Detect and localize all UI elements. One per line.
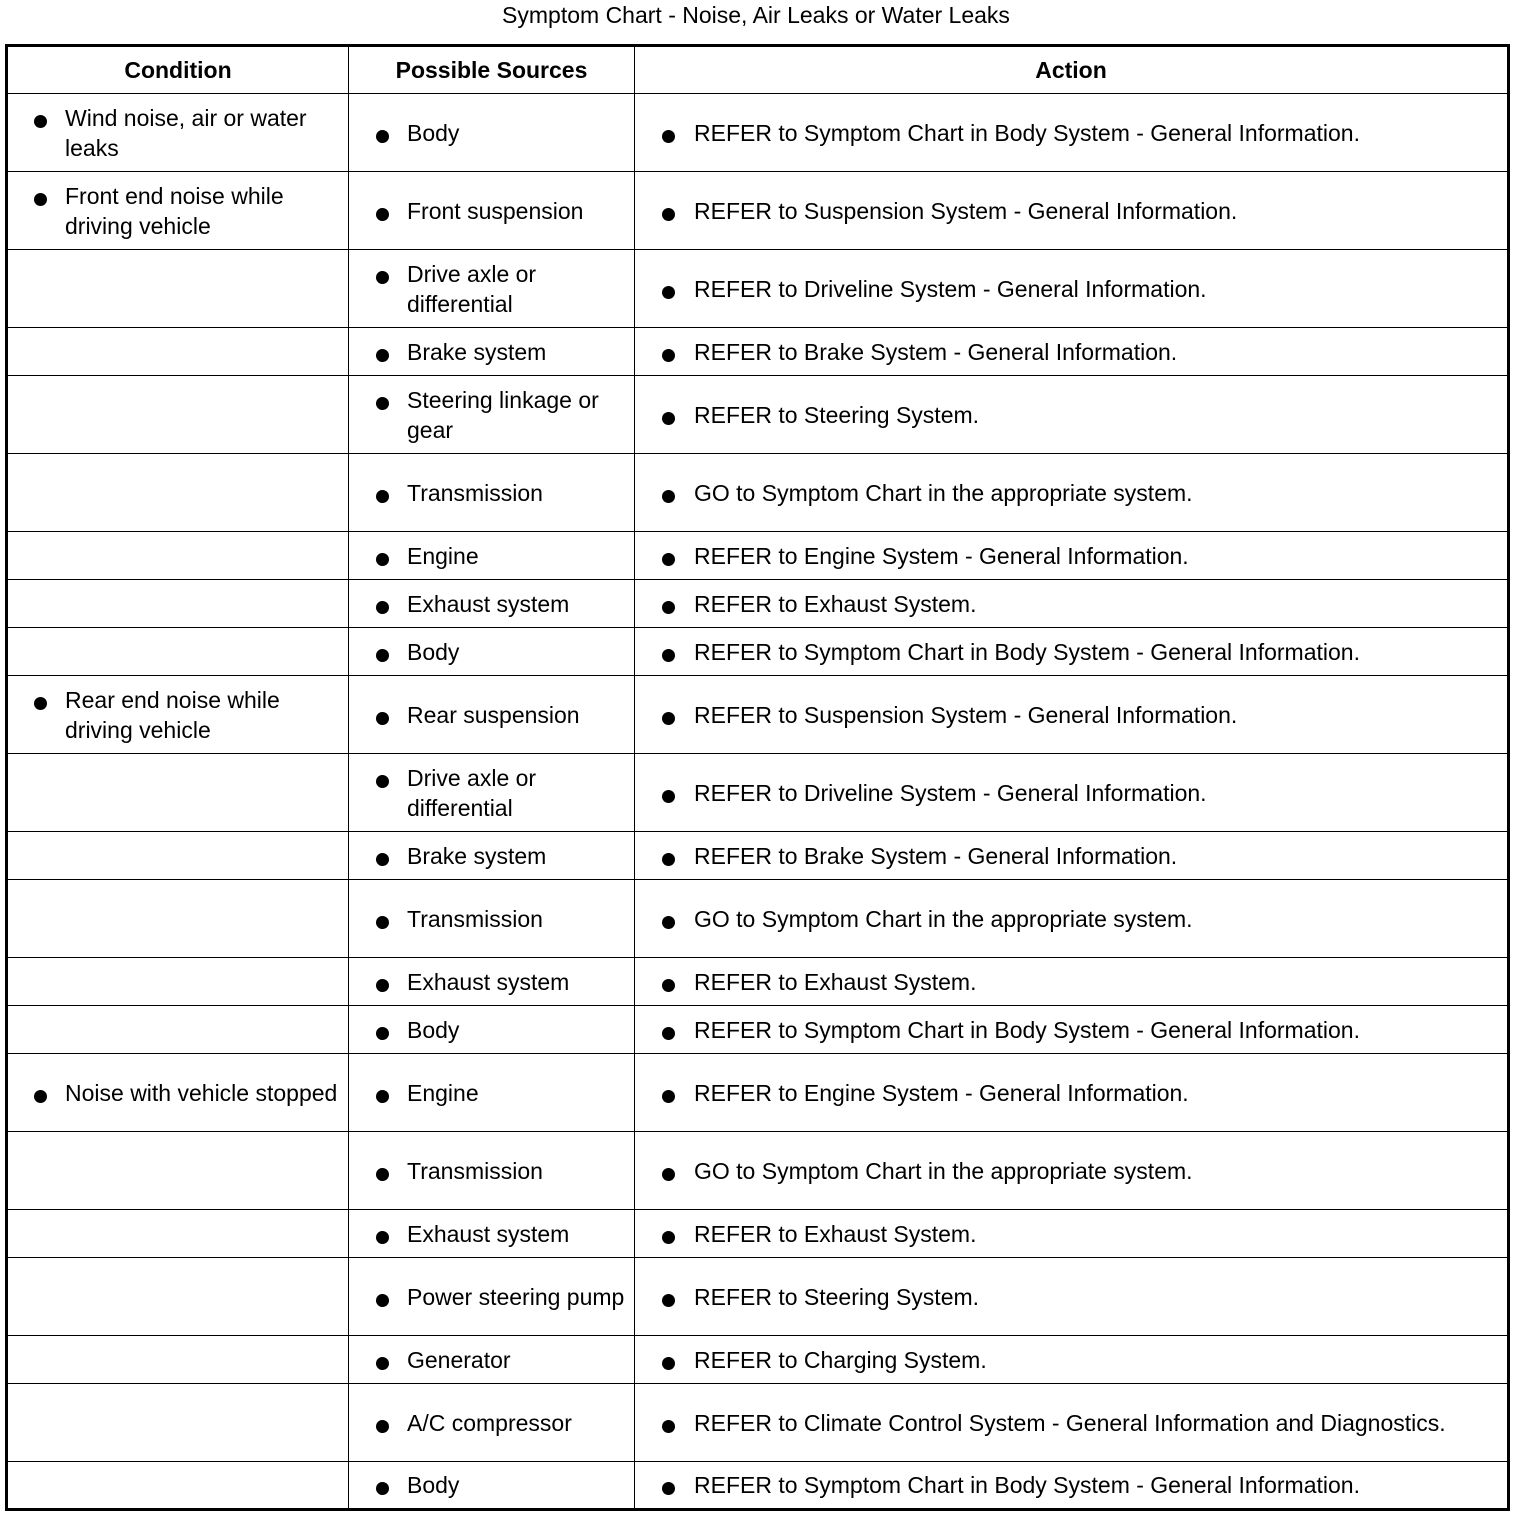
- bullet-icon: [376, 349, 389, 362]
- table-row: [7, 1006, 1509, 1054]
- bullet-icon: [376, 1231, 389, 1244]
- action-cell: [635, 328, 1509, 376]
- bullet-icon: [662, 649, 675, 662]
- action-cell: [635, 94, 1509, 172]
- source-cell: [349, 1054, 635, 1132]
- header-action: Action: [635, 46, 1509, 94]
- source-cell: [349, 832, 635, 880]
- condition-cell: [7, 1132, 349, 1210]
- table-row: [7, 628, 1509, 676]
- action-text: REFER to Driveline System - General Information.: [694, 779, 1207, 806]
- bullet-icon: [662, 286, 675, 299]
- action-text: REFER to Exhaust System.: [694, 968, 977, 995]
- condition-cell: [7, 676, 349, 754]
- bullet-icon: [376, 649, 389, 662]
- source-text: Drive axle or differential: [407, 764, 537, 821]
- bullet-icon: [376, 1168, 389, 1181]
- action-text: GO to Symptom Chart in the appropriate system.: [694, 1157, 1193, 1184]
- condition-cell: [7, 172, 349, 250]
- source-cell: [349, 1210, 635, 1258]
- action-text: REFER to Charging System.: [694, 1346, 987, 1373]
- table-row: [7, 580, 1509, 628]
- bullet-icon: [662, 208, 675, 221]
- source-cell: [349, 1006, 635, 1054]
- header-possible-sources: Possible Sources: [349, 46, 635, 94]
- action-text: REFER to Symptom Chart in Body System - General Information.: [694, 638, 1360, 665]
- table-row: [7, 832, 1509, 880]
- action-cell: [635, 1132, 1509, 1210]
- header-condition: Condition: [7, 46, 349, 94]
- source-cell: [349, 328, 635, 376]
- bullet-icon: [662, 979, 675, 992]
- condition-text: Noise with vehicle stopped: [65, 1079, 338, 1106]
- action-cell: [635, 1384, 1509, 1462]
- bullet-icon: [662, 1357, 675, 1370]
- bullet-icon: [662, 1027, 675, 1040]
- table-row: [7, 532, 1509, 580]
- action-text: REFER to Symptom Chart in Body System - General Information.: [694, 119, 1360, 146]
- bullet-icon: [376, 601, 389, 614]
- action-text: REFER to Symptom Chart in Body System - General Information.: [694, 1472, 1360, 1498]
- symptom-table: [5, 44, 1510, 1511]
- action-cell: [635, 958, 1509, 1006]
- condition-cell: [7, 1336, 349, 1384]
- action-cell: [635, 580, 1509, 628]
- source-cell: [349, 1336, 635, 1384]
- table-row: [7, 376, 1509, 454]
- source-cell: [349, 1384, 635, 1462]
- bullet-icon: [34, 697, 47, 710]
- source-cell: [349, 94, 635, 172]
- source-text: Drive axle or differential: [407, 260, 537, 317]
- bullet-icon: [34, 193, 47, 206]
- bullet-icon: [376, 1027, 389, 1040]
- bullet-icon: [34, 115, 47, 128]
- table-row: [7, 454, 1509, 532]
- source-text: Brake system: [407, 338, 547, 365]
- bullet-icon: [376, 1420, 389, 1433]
- bullet-icon: [662, 349, 675, 362]
- table-row: [7, 754, 1509, 832]
- source-cell: [349, 580, 635, 628]
- action-text: REFER to Steering System.: [694, 401, 980, 428]
- source-text: Transmission: [407, 479, 543, 506]
- action-text: REFER to Exhaust System.: [694, 1220, 977, 1247]
- action-cell: [635, 628, 1509, 676]
- condition-cell: [7, 1006, 349, 1054]
- source-text: Transmission: [407, 1157, 543, 1184]
- table-row: [7, 1384, 1509, 1462]
- bullet-icon: [662, 790, 675, 803]
- condition-text: Wind noise, air or water leaks: [65, 104, 307, 161]
- condition-cell: [7, 1462, 349, 1510]
- condition-cell: [7, 832, 349, 880]
- source-cell: [349, 880, 635, 958]
- source-cell: [349, 754, 635, 832]
- source-cell: [349, 376, 635, 454]
- bullet-icon: [662, 916, 675, 929]
- action-cell: [635, 376, 1509, 454]
- bullet-icon: [662, 490, 675, 503]
- action-text: REFER to Engine System - General Information.: [694, 1079, 1189, 1106]
- source-cell: [349, 454, 635, 532]
- action-cell: [635, 832, 1509, 880]
- chart-title: Symptom Chart - Noise, Air Leaks or Water Leaks: [502, 2, 1010, 28]
- action-text: REFER to Suspension System - General Information.: [694, 197, 1238, 224]
- source-text: Body: [407, 1472, 460, 1498]
- bullet-icon: [662, 712, 675, 725]
- source-text: Generator: [407, 1346, 511, 1373]
- bullet-icon: [376, 979, 389, 992]
- source-cell: [349, 532, 635, 580]
- source-cell: [349, 250, 635, 328]
- action-cell: [635, 1210, 1509, 1258]
- condition-cell: [7, 454, 349, 532]
- bullet-icon: [376, 490, 389, 503]
- table-row: [7, 1336, 1509, 1384]
- bullet-icon: [376, 1482, 389, 1495]
- condition-cell: [7, 376, 349, 454]
- condition-cell: [7, 328, 349, 376]
- source-text: Exhaust system: [407, 1220, 570, 1247]
- action-text: GO to Symptom Chart in the appropriate system.: [694, 905, 1193, 932]
- condition-cell: [7, 1258, 349, 1336]
- bullet-icon: [376, 916, 389, 929]
- source-text: Body: [407, 1016, 460, 1043]
- action-text: REFER to Brake System - General Information.: [694, 338, 1178, 365]
- condition-cell: [7, 1384, 349, 1462]
- action-text: REFER to Exhaust System.: [694, 590, 977, 617]
- action-cell: [635, 250, 1509, 328]
- table-row: [7, 1462, 1509, 1510]
- source-text: Body: [407, 638, 460, 665]
- source-text: Transmission: [407, 905, 543, 932]
- source-cell: [349, 958, 635, 1006]
- table-row: [7, 1210, 1509, 1258]
- bullet-icon: [662, 1231, 675, 1244]
- action-text: REFER to Brake System - General Information.: [694, 842, 1178, 869]
- bullet-icon: [34, 1090, 47, 1103]
- condition-cell: [7, 532, 349, 580]
- action-text: REFER to Engine System - General Information.: [694, 542, 1189, 569]
- bullet-icon: [662, 1482, 675, 1495]
- action-cell: [635, 880, 1509, 958]
- source-text: Exhaust system: [407, 590, 570, 617]
- action-text: REFER to Steering System.: [694, 1283, 980, 1310]
- action-cell: [635, 1006, 1509, 1054]
- action-text: GO to Symptom Chart in the appropriate system.: [694, 479, 1193, 506]
- source-cell: [349, 1132, 635, 1210]
- action-cell: [635, 454, 1509, 532]
- condition-cell: [7, 958, 349, 1006]
- bullet-icon: [376, 1294, 389, 1307]
- bullet-icon: [662, 130, 675, 143]
- table-row: [7, 328, 1509, 376]
- bullet-icon: [376, 1357, 389, 1370]
- header-row: [7, 46, 1509, 94]
- bullet-icon: [376, 130, 389, 143]
- condition-cell: [7, 880, 349, 958]
- source-text: Steering linkage or gear: [407, 386, 599, 443]
- condition-cell: [7, 94, 349, 172]
- bullet-icon: [662, 1420, 675, 1433]
- source-cell: [349, 628, 635, 676]
- source-text: Front suspension: [407, 197, 584, 224]
- source-text: A/C compressor: [407, 1409, 572, 1436]
- source-text: Exhaust system: [407, 968, 570, 995]
- table-row: [7, 1258, 1509, 1336]
- bullet-icon: [662, 1168, 675, 1181]
- source-text: Body: [407, 119, 460, 146]
- table-row: [7, 172, 1509, 250]
- bullet-icon: [662, 601, 675, 614]
- condition-cell: [7, 628, 349, 676]
- source-text: Rear suspension: [407, 701, 580, 728]
- source-text: Power steering pump: [407, 1283, 625, 1310]
- condition-cell: [7, 1210, 349, 1258]
- source-cell: [349, 172, 635, 250]
- source-cell: [349, 1462, 635, 1510]
- table-row: [7, 1054, 1509, 1132]
- condition-text: Front end noise while driving vehicle: [65, 182, 284, 239]
- table-row: [7, 94, 1509, 172]
- table-row: [7, 958, 1509, 1006]
- condition-cell: [7, 754, 349, 832]
- bullet-icon: [662, 853, 675, 866]
- bullet-icon: [376, 775, 389, 788]
- bullet-icon: [376, 553, 389, 566]
- action-text: REFER to Climate Control System - General Information and Diagnostics.: [694, 1409, 1446, 1436]
- table-row: [7, 1132, 1509, 1210]
- action-cell: [635, 532, 1509, 580]
- bullet-icon: [376, 1090, 389, 1103]
- action-cell: [635, 172, 1509, 250]
- action-cell: [635, 676, 1509, 754]
- table-row: [7, 250, 1509, 328]
- source-cell: [349, 676, 635, 754]
- source-text: Engine: [407, 542, 479, 569]
- bullet-icon: [662, 412, 675, 425]
- bullet-icon: [376, 397, 389, 410]
- action-text: REFER to Driveline System - General Information.: [694, 275, 1207, 302]
- condition-text: Rear end noise while driving vehicle: [65, 686, 280, 743]
- table-row: [7, 880, 1509, 958]
- bullet-icon: [376, 271, 389, 284]
- action-cell: [635, 1258, 1509, 1336]
- table-row: [7, 676, 1509, 754]
- condition-cell: [7, 580, 349, 628]
- action-cell: [635, 1462, 1509, 1510]
- source-cell: [349, 1258, 635, 1336]
- action-cell: [635, 754, 1509, 832]
- bullet-icon: [376, 853, 389, 866]
- bullet-icon: [376, 712, 389, 725]
- condition-cell: [7, 1054, 349, 1132]
- bullet-icon: [662, 553, 675, 566]
- action-text: REFER to Symptom Chart in Body System - General Information.: [694, 1016, 1360, 1043]
- action-text: REFER to Suspension System - General Information.: [694, 701, 1238, 728]
- source-text: Brake system: [407, 842, 547, 869]
- action-cell: [635, 1336, 1509, 1384]
- action-cell: [635, 1054, 1509, 1132]
- bullet-icon: [376, 208, 389, 221]
- bullet-icon: [662, 1090, 675, 1103]
- condition-cell: [7, 250, 349, 328]
- source-text: Engine: [407, 1079, 479, 1106]
- bullet-icon: [662, 1294, 675, 1307]
